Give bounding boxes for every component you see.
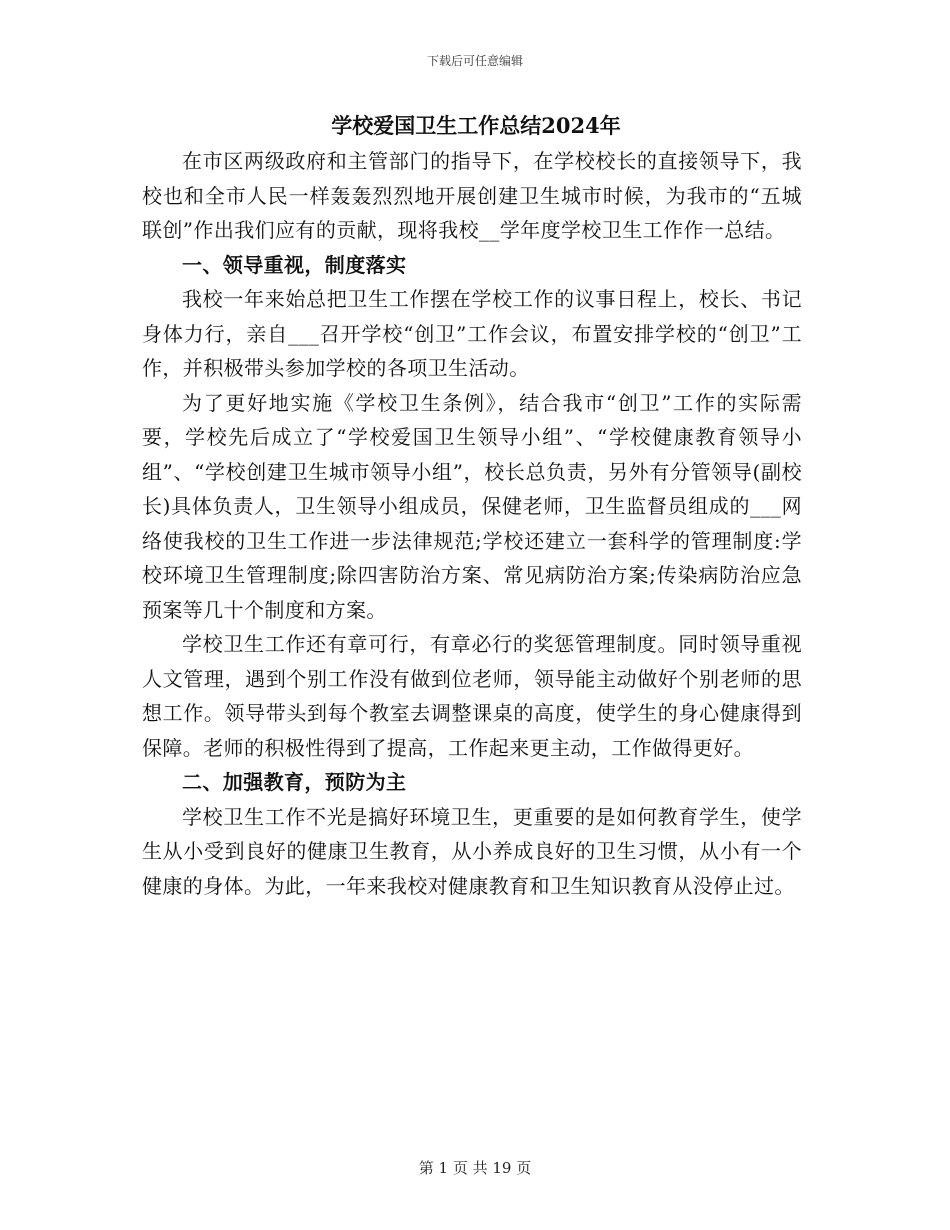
intro-paragraph: 在市区两级政府和主管部门的指导下，在学校校长的直接领导下，我校也和全市人民一样轰轰烈烈地开展创建卫生城市时候，为我市的“五城联创”作出我们应有的贡献，现将我校__学年度学校卫生工作作一总结。 — [142, 149, 802, 242]
document-title: 学校爱国卫生工作总结2024年 — [331, 113, 621, 138]
body-paragraph: 我校一年来始总把卫生工作摆在学校工作的议事日程上，校长、书记身体力行，亲自___召开学校“创卫”工作会议，布置安排学校的“创卫”工作，并积极带头参加学校的各项卫生活动。 — [142, 287, 802, 380]
section-heading-1: 一、领导重视，制度落实 — [182, 252, 407, 277]
body-paragraph: 为了更好地实施《学校卫生条例》，结合我市“创卫”工作的实际需要，学校先后成立了“学校爱国卫生领导小组”、“学校健康教育领导小组”、“学校创建卫生城市领导小组”，校长总负责，另外有分管领导(副校长)具体负责人，卫生领导小组成员，保健老师，卫生监督员组成的___网络使我校的卫生工作进一步法律规范;学校还建立一套科学的管理制度:学校环境卫生管理制度;除四害防治方案、常见病防治方案;传染病防治应急预案等几十个制度和方案。 — [142, 390, 802, 622]
section-heading-2: 二、加强教育，预防为主 — [182, 770, 407, 794]
body-paragraph: 学校卫生工作还有章可行，有章必行的奖惩管理制度。同时领导重视人文管理，遇到个别工作没有做到位老师，领导能主动做好个别老师的思想工作。领导带头到每个教室去调整课桌的高度，使学生的身心健康得到保障。老师的积极性得到了提高，工作起来更主动，工作做得更好。 — [142, 632, 802, 760]
body-paragraph: 学校卫生工作不光是搞好环境卫生，更重要的是如何教育学生，使学生从小受到良好的健康卫生教育，从小养成良好的卫生习惯，从小有一个健康的身体。为此，一年来我校对健康教育和卫生知识教育从没停止过。 — [142, 804, 802, 898]
document-body — [142, 108, 802, 903]
page-number: 第 1 页 共 19 页 — [418, 1159, 532, 1177]
page-header-note: 下载后可任意编辑 — [426, 54, 523, 68]
